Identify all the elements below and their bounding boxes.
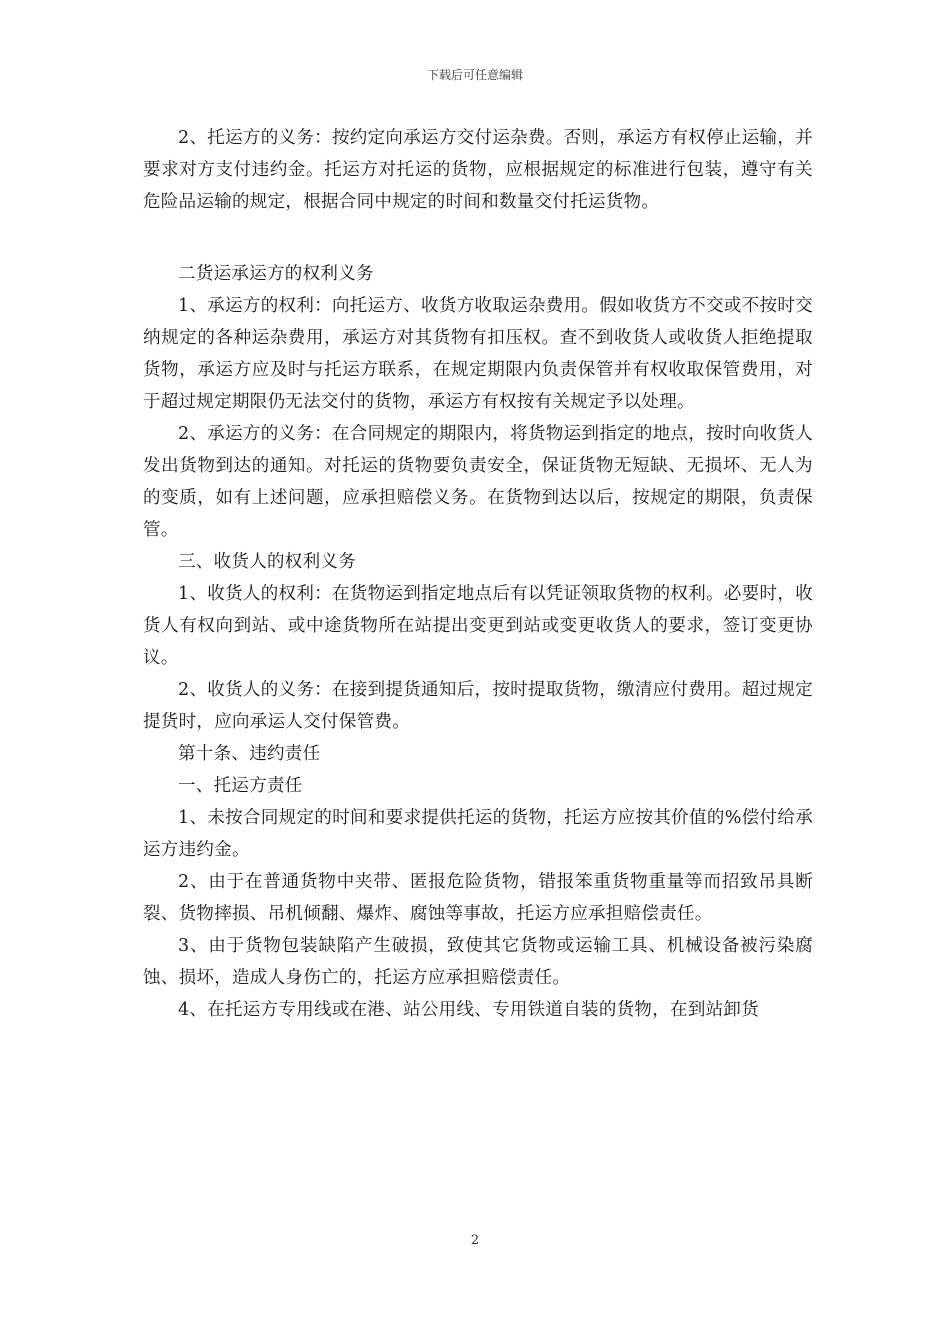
page-number: 2 bbox=[470, 1233, 480, 1248]
heading-carrier-rights-obligations: 二货运承运方的权利义务 bbox=[178, 264, 374, 284]
paragraph-carrier-rights: 1、承运方的权利：向托运方、收货方收取运杂费用。假如收货方不交或不按时交纳规定的各种运杂费用，承运方对其货物有扣压权。查不到收货人或收货人拒绝提取货物，承运方应及时与托运方联系，在规定期限内负责保管并有权收取保管费用，对于超过规定期限仍无法交付的货物，承运方有权按有关规定予以处理。 bbox=[143, 296, 813, 412]
paragraph-liability-item-2: 2、由于在普通货物中夹带、匿报危险货物，错报笨重货物重量等而招致吊具断裂、货物摔损、吊机倾翻、爆炸、腐蚀等事故，托运方应承担赔偿责任。 bbox=[143, 872, 813, 924]
paragraph-consignor-obligations: 2、托运方的义务：按约定向承运方交付运杂费。否则，承运方有权停止运输，并要求对方支付违约金。托运方对托运的货物，应根据规定的标准进行包装，遵守有关危险品运输的规定，根据合同中规定的时间和数量交付托运货物。 bbox=[143, 128, 813, 212]
heading-article-ten: 第十条、违约责任 bbox=[178, 744, 321, 764]
paragraph-liability-item-1: 1、未按合同规定的时间和要求提供托运的货物，托运方应按其价值的%偿付给承运方违约金。 bbox=[143, 808, 813, 860]
paragraph-liability-item-3: 3、由于货物包装缺陷产生破损，致使其它货物或运输工具、机械设备被污染腐蚀、损坏，造成人身伤亡的，托运方应承担赔偿责任。 bbox=[143, 936, 813, 988]
heading-consignee-rights-obligations: 三、收货人的权利义务 bbox=[178, 552, 356, 572]
page-header-note: 下载后可任意编辑 bbox=[426, 68, 523, 82]
heading-consignor-liability: 一、托运方责任 bbox=[178, 776, 303, 796]
paragraph-consignee-rights: 1、收货人的权利：在货物运到指定地点后有以凭证领取货物的权利。必要时，收货人有权向到站、或中途货物所在站提出变更到站或变更收货人的要求，签订变更协议。 bbox=[143, 584, 813, 668]
paragraph-liability-item-4: 4、在托运方专用线或在港、站公用线、专用铁道自装的货物，在到站卸货 bbox=[178, 1000, 760, 1020]
document-body bbox=[143, 122, 813, 1026]
paragraph-consignee-obligations: 2、收货人的义务：在接到提货通知后，按时提取货物，缴清应付费用。超过规定提货时，应向承运人交付保管费。 bbox=[143, 680, 813, 732]
paragraph-carrier-obligations: 2、承运方的义务：在合同规定的期限内，将货物运到指定的地点，按时向收货人发出货物到达的通知。对托运的货物要负责安全，保证货物无短缺、无损坏、无人为的变质，如有上述问题，应承担赔偿义务。在货物到达以后，按规定的期限，负责保管。 bbox=[143, 424, 813, 540]
section-gap bbox=[143, 218, 813, 258]
